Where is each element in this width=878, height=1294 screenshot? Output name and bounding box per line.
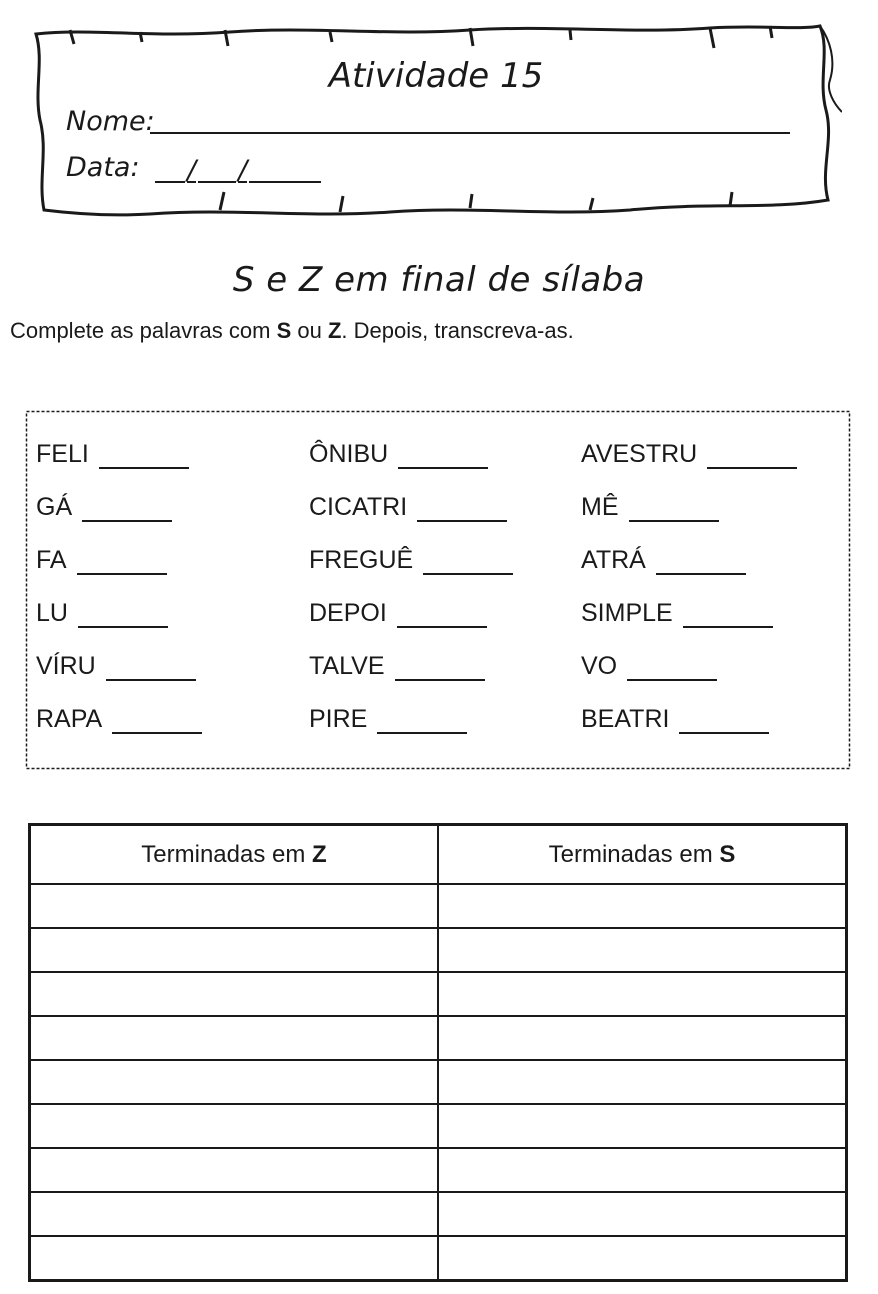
word-item [309,546,513,599]
word-text: PIRE [309,705,368,733]
word-item [36,440,202,493]
header-text: Terminadas em [548,840,720,868]
word-blank[interactable] [395,652,485,681]
instructions [10,318,574,344]
word-item [309,652,513,705]
header-text: Terminadas em [141,840,313,868]
word-text: LU [36,599,68,627]
answer-cell-z[interactable] [30,1060,439,1104]
header-letter-s: S [719,840,736,868]
answer-cell-z[interactable] [30,1016,439,1060]
word-text: MÊ [581,493,619,521]
header-letter-z: Z [312,840,327,868]
answer-cell-s[interactable] [438,884,847,928]
word-blank[interactable] [627,652,717,681]
answer-table [28,823,848,1282]
instructions-letter-s: S [276,318,292,343]
answer-cell-z[interactable] [30,928,439,972]
answer-cell-s[interactable] [438,1148,847,1192]
answer-cell-z[interactable] [30,1192,439,1236]
answer-cell-z[interactable] [30,1236,439,1281]
word-text: GÁ [36,493,73,521]
word-column-3 [581,440,797,758]
word-item [581,599,797,652]
date-day-blank[interactable] [155,155,185,183]
word-text: RAPA [36,705,103,733]
word-item [581,652,797,705]
answer-cell-z[interactable] [30,1104,439,1148]
word-item [36,652,202,705]
word-blank[interactable] [679,705,769,734]
table-row [30,1060,847,1104]
date-separator: / [238,155,248,186]
word-item [309,440,513,493]
table-row [30,884,847,928]
answer-cell-s[interactable] [438,972,847,1016]
word-blank[interactable] [417,493,507,522]
table-row [30,1192,847,1236]
word-blank[interactable] [377,705,467,734]
instructions-letter-z: Z [327,318,342,343]
word-item [581,705,797,758]
answer-cell-s[interactable] [438,928,847,972]
word-blank[interactable] [629,493,719,522]
word-text: ATRÁ [581,546,646,574]
word-blank[interactable] [106,652,196,681]
answer-cell-s[interactable] [438,1236,847,1281]
table-row [30,1148,847,1192]
word-text: FA [36,546,67,574]
answer-cell-s[interactable] [438,1060,847,1104]
word-blank[interactable] [397,599,487,628]
answer-cell-s[interactable] [438,1104,847,1148]
word-blank[interactable] [112,705,202,734]
header-ends-s [438,825,847,885]
table-row [30,972,847,1016]
name-blank[interactable] [150,132,790,134]
word-item [309,599,513,652]
answer-cell-s[interactable] [438,1192,847,1236]
date-month-blank[interactable] [198,155,236,183]
section-subtitle: S e Z em final de sílaba [232,260,646,300]
word-text: ÔNIBU [309,440,389,468]
table-row [30,1236,847,1281]
answer-cell-s[interactable] [438,1016,847,1060]
word-item [581,493,797,546]
word-text: FELI [36,440,89,468]
word-blank[interactable] [77,546,167,575]
word-item [36,493,202,546]
date-blanks[interactable] [155,152,321,186]
table-row [30,1104,847,1148]
word-item [36,546,202,599]
instructions-text: . Depois, transcreva-as. [341,318,574,343]
table-header-row [30,825,847,885]
word-blank[interactable] [99,440,189,469]
date-label: Data: [66,152,140,183]
word-column-1 [36,440,202,758]
answer-cell-z[interactable] [30,972,439,1016]
instructions-text: ou [291,318,328,343]
word-text: VÍRU [36,652,96,680]
word-text: FREGUÊ [309,546,414,574]
word-blank[interactable] [78,599,168,628]
word-text: AVESTRU [581,440,698,468]
word-text: DEPOI [309,599,387,627]
word-item [309,705,513,758]
word-text: BEATRI [581,705,670,733]
word-blank[interactable] [398,440,488,469]
word-column-2 [309,440,513,758]
word-text: SIMPLE [581,599,673,627]
word-text: VO [581,652,618,680]
instructions-text: Complete as palavras com [10,318,277,343]
word-blank[interactable] [82,493,172,522]
word-text: TALVE [309,652,385,680]
answer-rows [30,884,847,1281]
word-item [309,493,513,546]
word-item [36,599,202,652]
header-ends-z [30,825,439,885]
word-blank[interactable] [683,599,773,628]
date-separator: / [187,155,197,186]
header-frame [30,20,842,225]
answer-cell-z[interactable] [30,1148,439,1192]
word-text: CICATRI [309,493,408,521]
table-row [30,1016,847,1060]
word-item [581,440,797,493]
word-item [581,546,797,599]
word-blank[interactable] [656,546,746,575]
answer-cell-z[interactable] [30,884,439,928]
word-item [36,705,202,758]
word-blank[interactable] [423,546,513,575]
name-label: Nome: [66,106,155,137]
word-blank[interactable] [707,440,797,469]
activity-title: Atividade 15 [328,56,544,96]
date-year-blank[interactable] [249,155,321,183]
table-row [30,928,847,972]
